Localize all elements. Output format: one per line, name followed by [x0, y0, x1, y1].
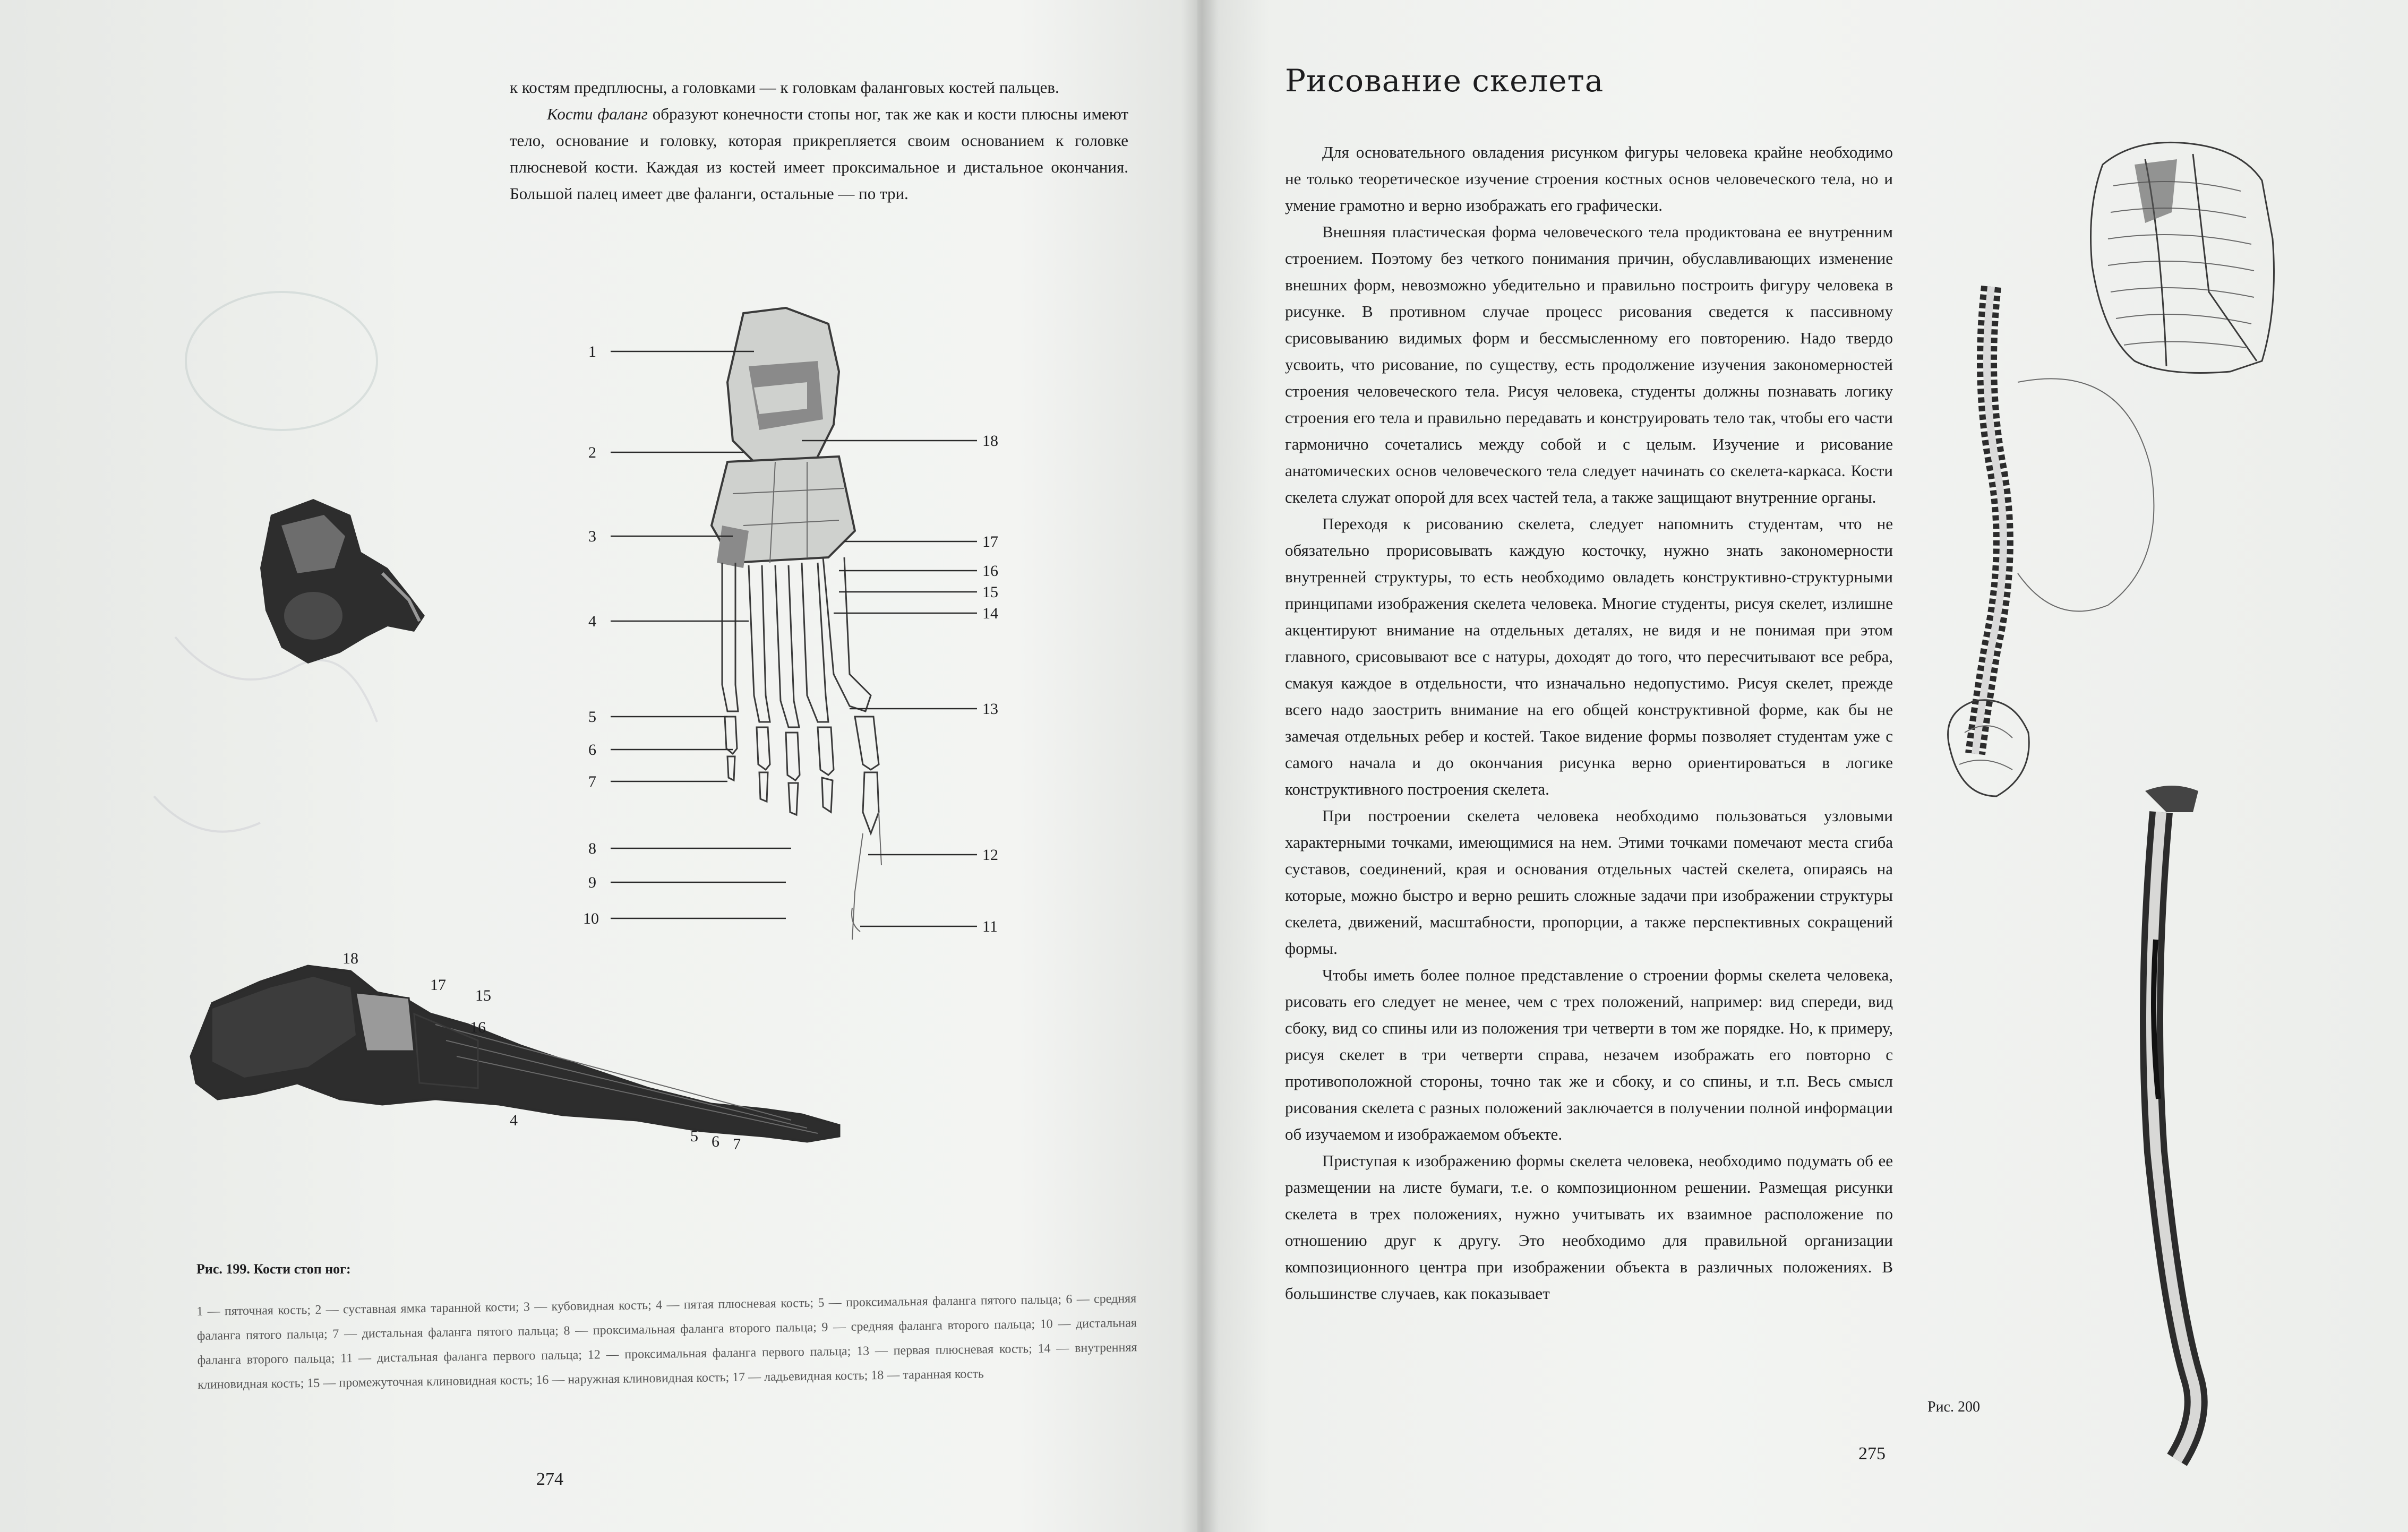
- left-text-block: [510, 74, 1128, 207]
- label-2: 2: [588, 444, 596, 461]
- label-5: 5: [588, 708, 596, 726]
- label-18: 18: [982, 432, 998, 450]
- label-8: 8: [588, 840, 596, 857]
- label-1: 1: [588, 343, 596, 360]
- page-number-left: 274: [536, 1469, 563, 1489]
- left-page: [0, 0, 1197, 1532]
- left-paragraph-2: [510, 101, 1128, 207]
- labels-left: [583, 343, 599, 927]
- label-16: 16: [982, 562, 998, 580]
- spine-side-sketch: [2113, 780, 2251, 1470]
- label-15: 15: [982, 583, 998, 601]
- figure-199-caption-body: 1 — пяточная кость; 2 — суставная ямка таранной кости; 3 — кубовидная кость; 4 — пятая плюсневая кость; 5 — проксимальная фаланга пятого пальца; 6 — средняя фаланга пятого пальца; 7 — дистальная фаланга пятого пальца; 8 — проксимальная фаланга второго пальца; 9 — средняя фаланга второго пальца; 10 — дистальная фаланга второго пальца; 11 — дистальная фаланга первого пальца; 12 — проксимальная фаланга первого пальца; 13 — первая плюсневая кость; 14 — внутренняя клиновидная кость; 15 — промежуточная клиновидная кость; 16 — наружная клиновидная кость; 17 — ладьевидная кость; 18 — таранная кость: [196, 1292, 1137, 1392]
- label-4: 4: [588, 613, 596, 630]
- side-label-5: 5: [690, 1128, 698, 1145]
- side-label-7: 7: [733, 1135, 741, 1153]
- foot-sketch-small: [250, 494, 441, 685]
- figure-199-caption-title: Рис. 199. Кости стоп ног:: [196, 1261, 351, 1277]
- label-12: 12: [982, 846, 998, 864]
- right-paragraph-5: Чтобы иметь более полное представление о строении формы скелета человека, рисовать его следует не менее, чем с трех положений, например: вид спереди, вид сбоку, вид со спины или из положения три четверти в том же порядке. Но, к примеру, рисуя скелет в три четверти справа, незачем изображать его повторно с противоположной стороны, точно так же и сбоку, и со спины, и т.п. Весь смысл рисования скелета с разных положений заключается в получении полной информации об изучаемом и изображаемом объекте.: [1285, 966, 1893, 1143]
- side-label-16: 16: [470, 1019, 486, 1036]
- side-label-18: 18: [342, 950, 358, 967]
- side-label-15: 15: [475, 987, 491, 1004]
- right-paragraph-4: При построении скелета человека необходимо пользоваться узловыми характерными точками, имеющимися на нем. Этими точками помечают места сгиба суставов, соединений, края и основания отдельных частей скелета, опираясь на которые, можно быстро и верно решить сложные задачи при изображении структуры скелета, движений, масштабности, пропорции, а также перспективных сокращений формы.: [1285, 806, 1893, 958]
- figure-200-label: Рис. 200: [1927, 1399, 1980, 1415]
- side-label-17: 17: [430, 976, 446, 994]
- metatarsal-bones: [722, 557, 871, 727]
- label-11: 11: [982, 918, 998, 935]
- foot-bones-diagram: [573, 303, 1025, 966]
- right-paragraph-6: Приступая к изображению формы скелета человека, необходимо подумать об ее размещении на листе бумаги, т.е. о композиционном решении. Размещая рисунки скелета в трех положениях, нужно учитывать их взаимное расположение по отношению друг к другу. Это необходимо для правильной организации композиционного центра при изображении объекта в различных положениях. В большинстве случаев, как показывает: [1285, 1151, 1893, 1303]
- label-14: 14: [982, 605, 998, 622]
- spine-sketch: [1933, 276, 2304, 860]
- right-paragraph-3: Переходя к рисованию скелета, следует напомнить студентам, что не обязательно прорисовывать каждую косточку, нужно знать закономерности внутренней структуры, то есть необходимо овладеть конструктивно-структурными принципами изображения скелета человека. Многие студенты, рисуя скелет, излишне акцентируют внимание на отдельных деталях, не видя и не понимая при этом главного, срисовывают все с натуры, доходят до того, что пересчитывают все ребра, смакуя каждое в отдельности, что изначально недопустимо. Рисуя скелет, прежде всего надо заострить внимание на его общей конструктивной форме, как бы не замечая отдельных ребер и костей. Такое видение формы позволяет студентам уже с самого начала и до окончания рисунка верно ориентироваться в логике конструктивного построения скелета.: [1285, 514, 1893, 798]
- label-6: 6: [588, 741, 596, 759]
- side-label-4: 4: [510, 1112, 518, 1129]
- phalanges: [725, 717, 881, 940]
- chapter-heading: Рисование скелета: [1285, 63, 1604, 99]
- label-10: 10: [583, 910, 599, 927]
- label-3: 3: [588, 528, 596, 545]
- right-text-block: [1285, 139, 1893, 1307]
- left-paragraph-2-rest: образуют конечности стопы ног, так же как и кости плюсны имеют тело, основание и головку, которая прикрепляется своим основанием к головке плюсневой кости. Каждая из костей имеет проксимальное и дистальное окончания. Большой палец имеет две фаланги, остальные — по три.: [510, 105, 1128, 203]
- label-17: 17: [982, 533, 998, 550]
- left-paragraph-1: к костям предплюсны, а головками — к головкам фаланговых костей пальцев.: [510, 78, 1059, 97]
- italic-lead: Кости фаланг: [547, 105, 648, 123]
- foot-side-view: [181, 945, 871, 1168]
- labels-right: [982, 432, 998, 935]
- label-7: 7: [588, 773, 596, 790]
- right-paragraph-2: Внешняя пластическая форма человеческого тела продиктована ее внутренним строением. Поэтому без четкого понимания причин, обуславливающих изменение внешних форм, невозможно убедительно и правильно построить фигуру человека в рисунке. В противном случае процесс рисования сведется к пассивному срисовыванию видимых форм и бессмысленному его повторению. Надо твердо усвоить, что рисование, по существу, есть продолжение изучения закономерностей строения человеческого тела. Рисуя человека, студенты должны познавать логику строения его тела и правильно передавать и конструировать тело так, чтобы его части гармонично сочетались между собой и с целым. Изучение и рисование анатомических основ человеческого тела следует начинать со скелета-каркаса. Кости скелета служат опорой для всех частей тела, а также защищают внутренние органы.: [1285, 222, 1893, 506]
- book-gutter-shadow: [1181, 0, 1219, 1532]
- side-label-6: 6: [712, 1133, 719, 1150]
- page-number-right: 275: [1858, 1444, 1886, 1464]
- right-paragraph-1: Для основательного овладения рисунком фигуры человека крайне необходимо не только теоретическое изучение строения костных основ человеческого тела, но и умение грамотно и верно изображать его графически.: [1285, 143, 1893, 214]
- label-13: 13: [982, 700, 998, 718]
- label-9: 9: [588, 874, 596, 891]
